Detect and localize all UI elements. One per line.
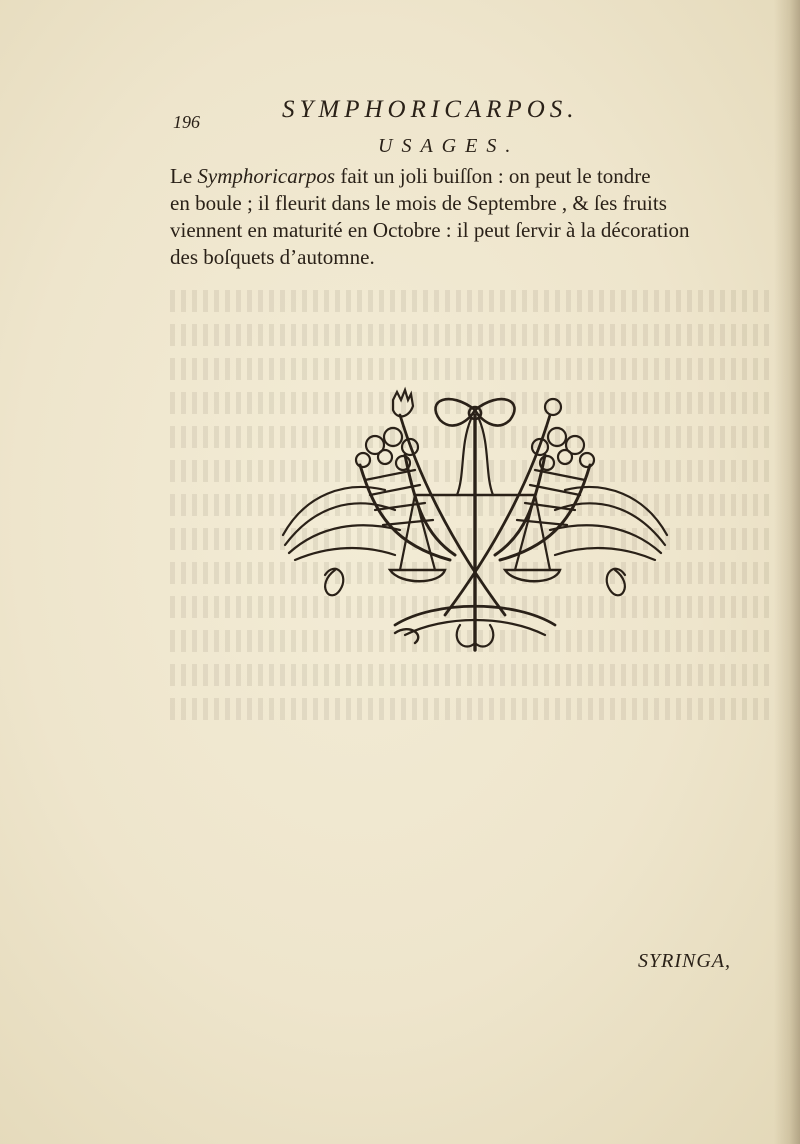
line1-text: fait un joli buiſſon : on peut le tondre: [340, 164, 651, 188]
section-title: USAGES.: [378, 135, 520, 157]
paragraph-line-2: en boule ; il fleurit dans le mois de Septembre , & ſes fruits: [170, 191, 667, 215]
page-number: 196: [173, 112, 200, 132]
paragraph-line-3: viennent en maturité en Octobre : il peut ſervir à la décoration: [170, 218, 690, 242]
genus-name: Symphoricarpos: [197, 164, 336, 188]
running-head: SYMPHORICARPOS.: [282, 96, 579, 123]
vignette-ornament-icon: [275, 385, 675, 660]
page-gutter-shadow: [774, 0, 800, 1144]
paragraph-line-4: des boſquets d’automne.: [170, 245, 375, 269]
catchword: SYRINGA,: [638, 950, 731, 972]
paragraph-line-1: [170, 163, 770, 190]
word-le: Le: [170, 164, 193, 188]
usages-paragraph: [170, 163, 770, 271]
